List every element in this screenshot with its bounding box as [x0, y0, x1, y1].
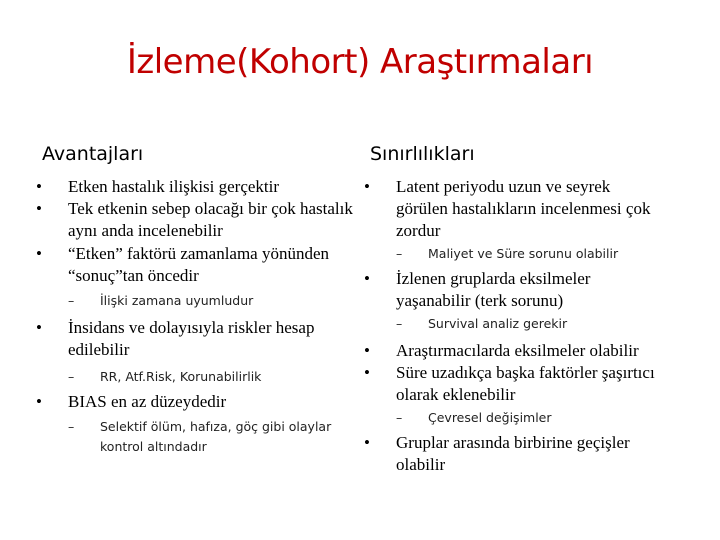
bullet-icon: •	[364, 363, 370, 382]
list-item-text: Araştırmacılarda eksilmeler olabilir	[396, 341, 639, 360]
bullet-icon: •	[36, 318, 42, 337]
bullet-icon: •	[364, 433, 370, 452]
list-item-text: “Etken” faktörü zamanlama yönünden “sonuç”tan öncedir	[68, 244, 330, 285]
slide-title: İzleme(Kohort) Araştırmaları	[126, 42, 594, 82]
dash-icon: –	[68, 419, 75, 434]
list-item	[364, 268, 656, 312]
sub-list-item	[36, 417, 350, 457]
bullet-icon: •	[36, 244, 42, 263]
sub-list-item-text: Çevresel değişimler	[428, 410, 552, 425]
list-item	[364, 176, 656, 242]
list-item	[36, 391, 356, 413]
dash-icon: –	[396, 316, 403, 331]
sub-list-item-text: RR, Atf.Risk, Korunabilirlik	[100, 369, 262, 384]
sub-list-item	[36, 291, 356, 311]
list-item	[36, 176, 356, 198]
dash-icon: –	[396, 246, 403, 261]
sub-list-item	[364, 314, 694, 334]
bullet-icon: •	[36, 392, 42, 411]
sub-list-item-text: Survival analiz gerekir	[428, 316, 568, 331]
list-item	[36, 317, 356, 361]
dash-icon: –	[68, 369, 75, 384]
sub-list-item	[364, 244, 694, 264]
list-item-text: İzlenen gruplarda eksilmeler yaşanabilir (terk sorunu)	[396, 269, 591, 310]
advantages-list	[36, 176, 356, 457]
bullet-icon: •	[364, 341, 370, 360]
dash-icon: –	[68, 293, 75, 308]
list-item-text: Gruplar arasında birbirine geçişler olabilir	[396, 433, 630, 474]
bullet-icon: •	[364, 177, 370, 196]
dash-icon: –	[396, 410, 403, 425]
list-item-text: BIAS en az düzeydedir	[68, 392, 227, 411]
sub-list-item	[36, 367, 356, 387]
sub-list-item-text: Selektif ölüm, hafıza, göç gibi olaylar kontrol altındadır	[100, 419, 332, 454]
list-item	[364, 362, 656, 406]
bullet-icon: •	[364, 269, 370, 288]
list-item-text: Latent periyodu uzun ve seyrek görülen hastalıkların incelenmesi çok zordur	[396, 177, 651, 240]
list-item	[364, 340, 694, 362]
bullet-icon: •	[36, 177, 42, 196]
advantages-heading: Avantajları	[42, 143, 144, 165]
sub-list-item-text: Maliyet ve Süre sorunu olabilir	[428, 246, 619, 261]
list-item	[36, 243, 356, 287]
list-item-text: Tek etkenin sebep olacağı bir çok hastalık aynı anda incelenebilir	[68, 199, 353, 240]
list-item	[364, 432, 646, 476]
list-item	[36, 198, 356, 242]
list-item-text: Süre uzadıkça başka faktörler şaşırtıcı olarak eklenebilir	[396, 363, 655, 404]
list-item-text: İnsidans ve dolayısıyla riskler hesap edilebilir	[68, 318, 315, 359]
limitations-heading: Sınırlılıkları	[370, 143, 475, 165]
list-item-text: Etken hastalık ilişkisi gerçektir	[68, 177, 280, 196]
sub-list-item	[364, 408, 694, 428]
bullet-icon: •	[36, 199, 42, 218]
limitations-list	[364, 176, 694, 476]
sub-list-item-text: İlişki zamana uyumludur	[100, 293, 254, 308]
